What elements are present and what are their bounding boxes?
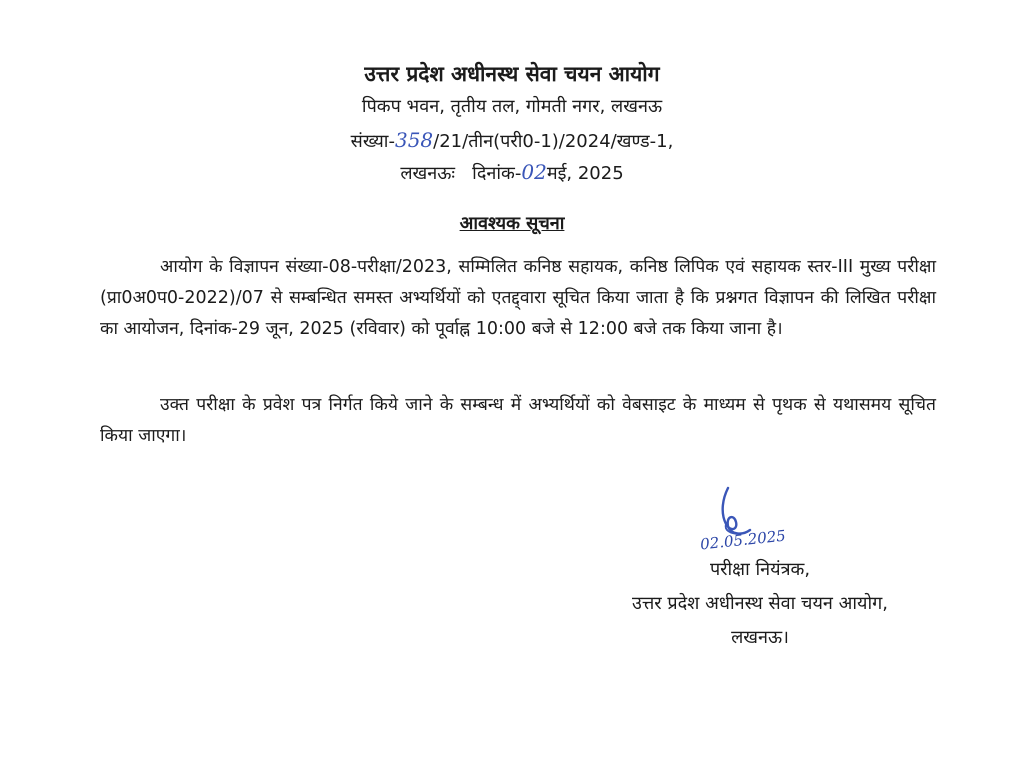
notice-paragraph-2: उक्त परीक्षा के प्रवेश पत्र निर्गत किये जाने के सम्बन्ध में अभ्यर्थियों को वेबसाइट के माध्यम से पृथक से यथासमय सूचित किया जाएगा। — [100, 395, 936, 446]
org-address: पिकप भवन, तृतीय तल, गोमती नगर, लखनऊ — [361, 96, 663, 117]
date-prefix: लखनऊः दिनांक- — [400, 163, 522, 184]
date-suffix: मई, 2025 — [546, 163, 624, 184]
handwritten-reference-number: 358 — [394, 128, 434, 152]
org-title: उत्तर प्रदेश अधीनस्थ सेवा चयन आयोग — [364, 62, 660, 86]
handwritten-signature-date: 02.05.2025 — [699, 526, 787, 554]
signatory-city: लखनऊ। — [731, 627, 789, 648]
reference-number — [0, 128, 1024, 153]
reference-suffix: /21/तीन(परी0-1)/2024/खण्ड-1, — [433, 131, 674, 152]
notice-paragraph-1: आयोग के विज्ञापन संख्या-08-परीक्षा/2023, सम्मिलित कनिष्ठ सहायक, कनिष्ठ लिपिक एवं सहायक स्तर-III मुख्य परीक्षा (प्रा0अ0प0-2022)/07 से सम्बन्धित समस्त अभ्यर्थियों को एतद्द्वारा सूचित किया जाता है कि प्रश्नगत विज्ञापन की लिखित परीक्षा का आयोजन, दिनांक-29 जून, 2025 (रविवार) को पूर्वाह्न 10:00 बजे से 12:00 बजे तक किया जाना है। — [100, 257, 936, 339]
signatory-organization: उत्तर प्रदेश अधीनस्थ सेवा चयन आयोग, — [632, 593, 888, 614]
signatory-designation: परीक्षा नियंत्रक, — [709, 559, 811, 580]
reference-prefix: संख्या- — [350, 131, 395, 152]
issue-date — [0, 160, 1024, 185]
notice-heading: आवश्यक सूचना — [459, 213, 565, 234]
handwritten-date-day: 02 — [521, 160, 547, 184]
